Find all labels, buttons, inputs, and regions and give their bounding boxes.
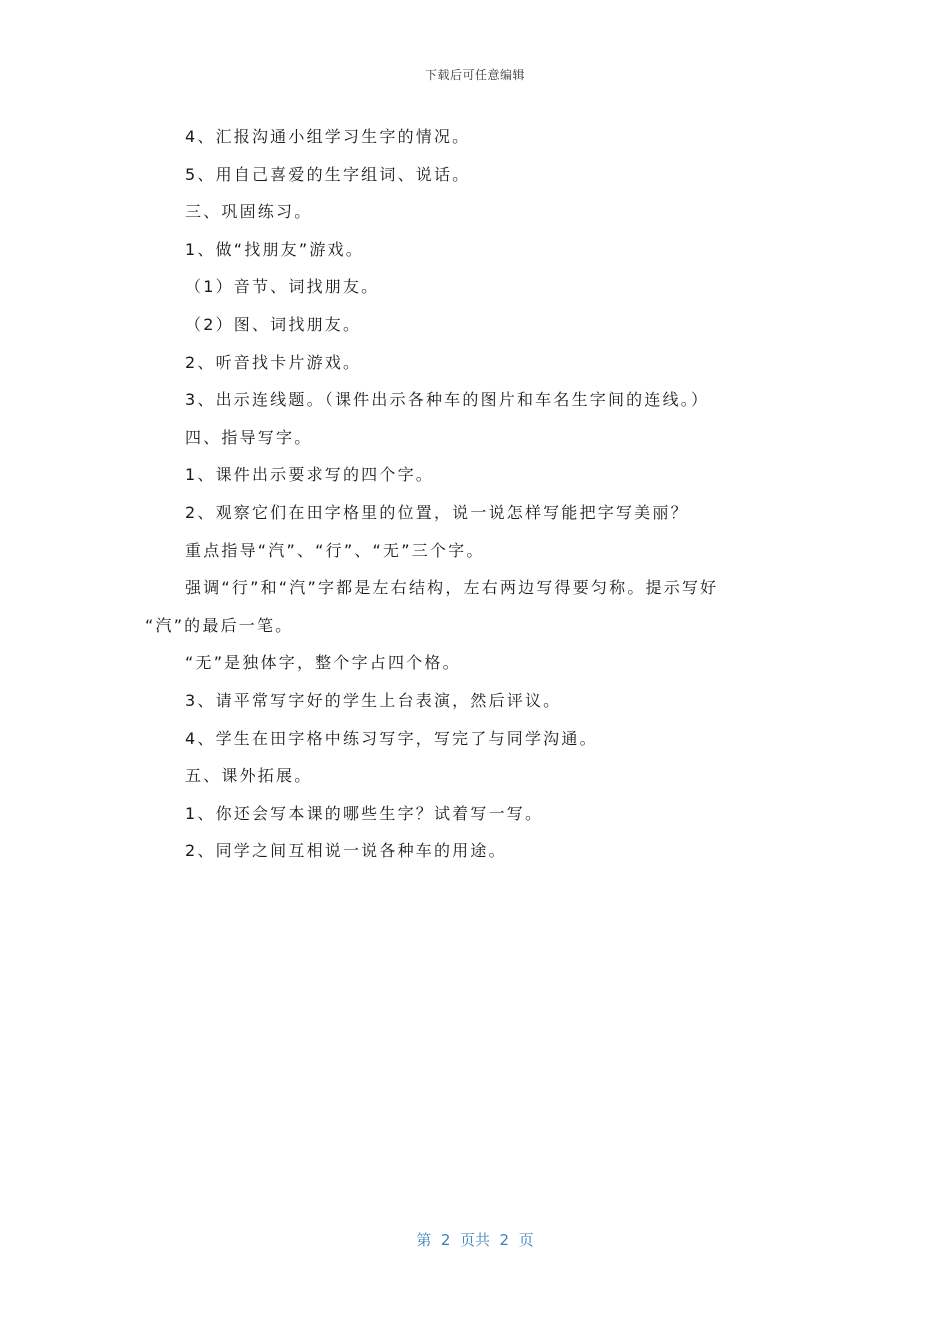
- paragraph-line: 1、课件出示要求写的四个字。: [185, 465, 434, 485]
- document-body: [145, 118, 785, 870]
- paragraph-line: 1、你还会写本课的哪些生字？试着写一写。: [185, 803, 544, 823]
- paragraph-line: 2、观察它们在田字格里的位置，说一说怎样写能把字写美丽？: [185, 502, 689, 522]
- page-footer: 第 2 页共 2 页: [416, 1231, 534, 1249]
- paragraph-line: 1、做“找朋友”游戏。: [185, 239, 364, 259]
- paragraph-line: 4、学生在田字格中练习写字，写完了与同学沟通。: [185, 728, 598, 748]
- paragraph-line: 重点指导“汽”、“行”、“无”三个字。: [185, 540, 485, 560]
- paragraph-line: 4、汇报沟通小组学习生字的情况。: [185, 127, 471, 146]
- section-heading: 四、指导写字。: [185, 427, 313, 447]
- paragraph-line: 2、同学之间互相说一说各种车的用途。: [185, 841, 507, 861]
- paragraph-line: 2、听音找卡片游戏。: [185, 352, 362, 372]
- paragraph-line: （1）音节、词找朋友。: [185, 277, 380, 297]
- paragraph-line: “汽”的最后一笔。: [145, 615, 294, 635]
- paragraph-line: 强调“行”和“汽”字都是左右结构，左右两边写得要匀称。提示写好: [185, 578, 719, 598]
- paragraph-line: 3、请平常写字好的学生上台表演，然后评议。: [185, 690, 562, 710]
- section-heading: 五、课外拓展。: [185, 766, 313, 786]
- paragraph-line: （2）图、词找朋友。: [185, 314, 362, 334]
- page-header: 下载后可任意编辑: [424, 68, 525, 82]
- section-heading: 三、巩固练习。: [185, 202, 313, 222]
- paragraph-line: 3、出示连线题。（课件出示各种车的图片和车名生字间的连线。）: [185, 390, 710, 410]
- paragraph-line: “无”是独体字，整个字占四个格。: [185, 653, 461, 673]
- paragraph-line: 5、用自己喜爱的生字组词、说话。: [185, 164, 471, 184]
